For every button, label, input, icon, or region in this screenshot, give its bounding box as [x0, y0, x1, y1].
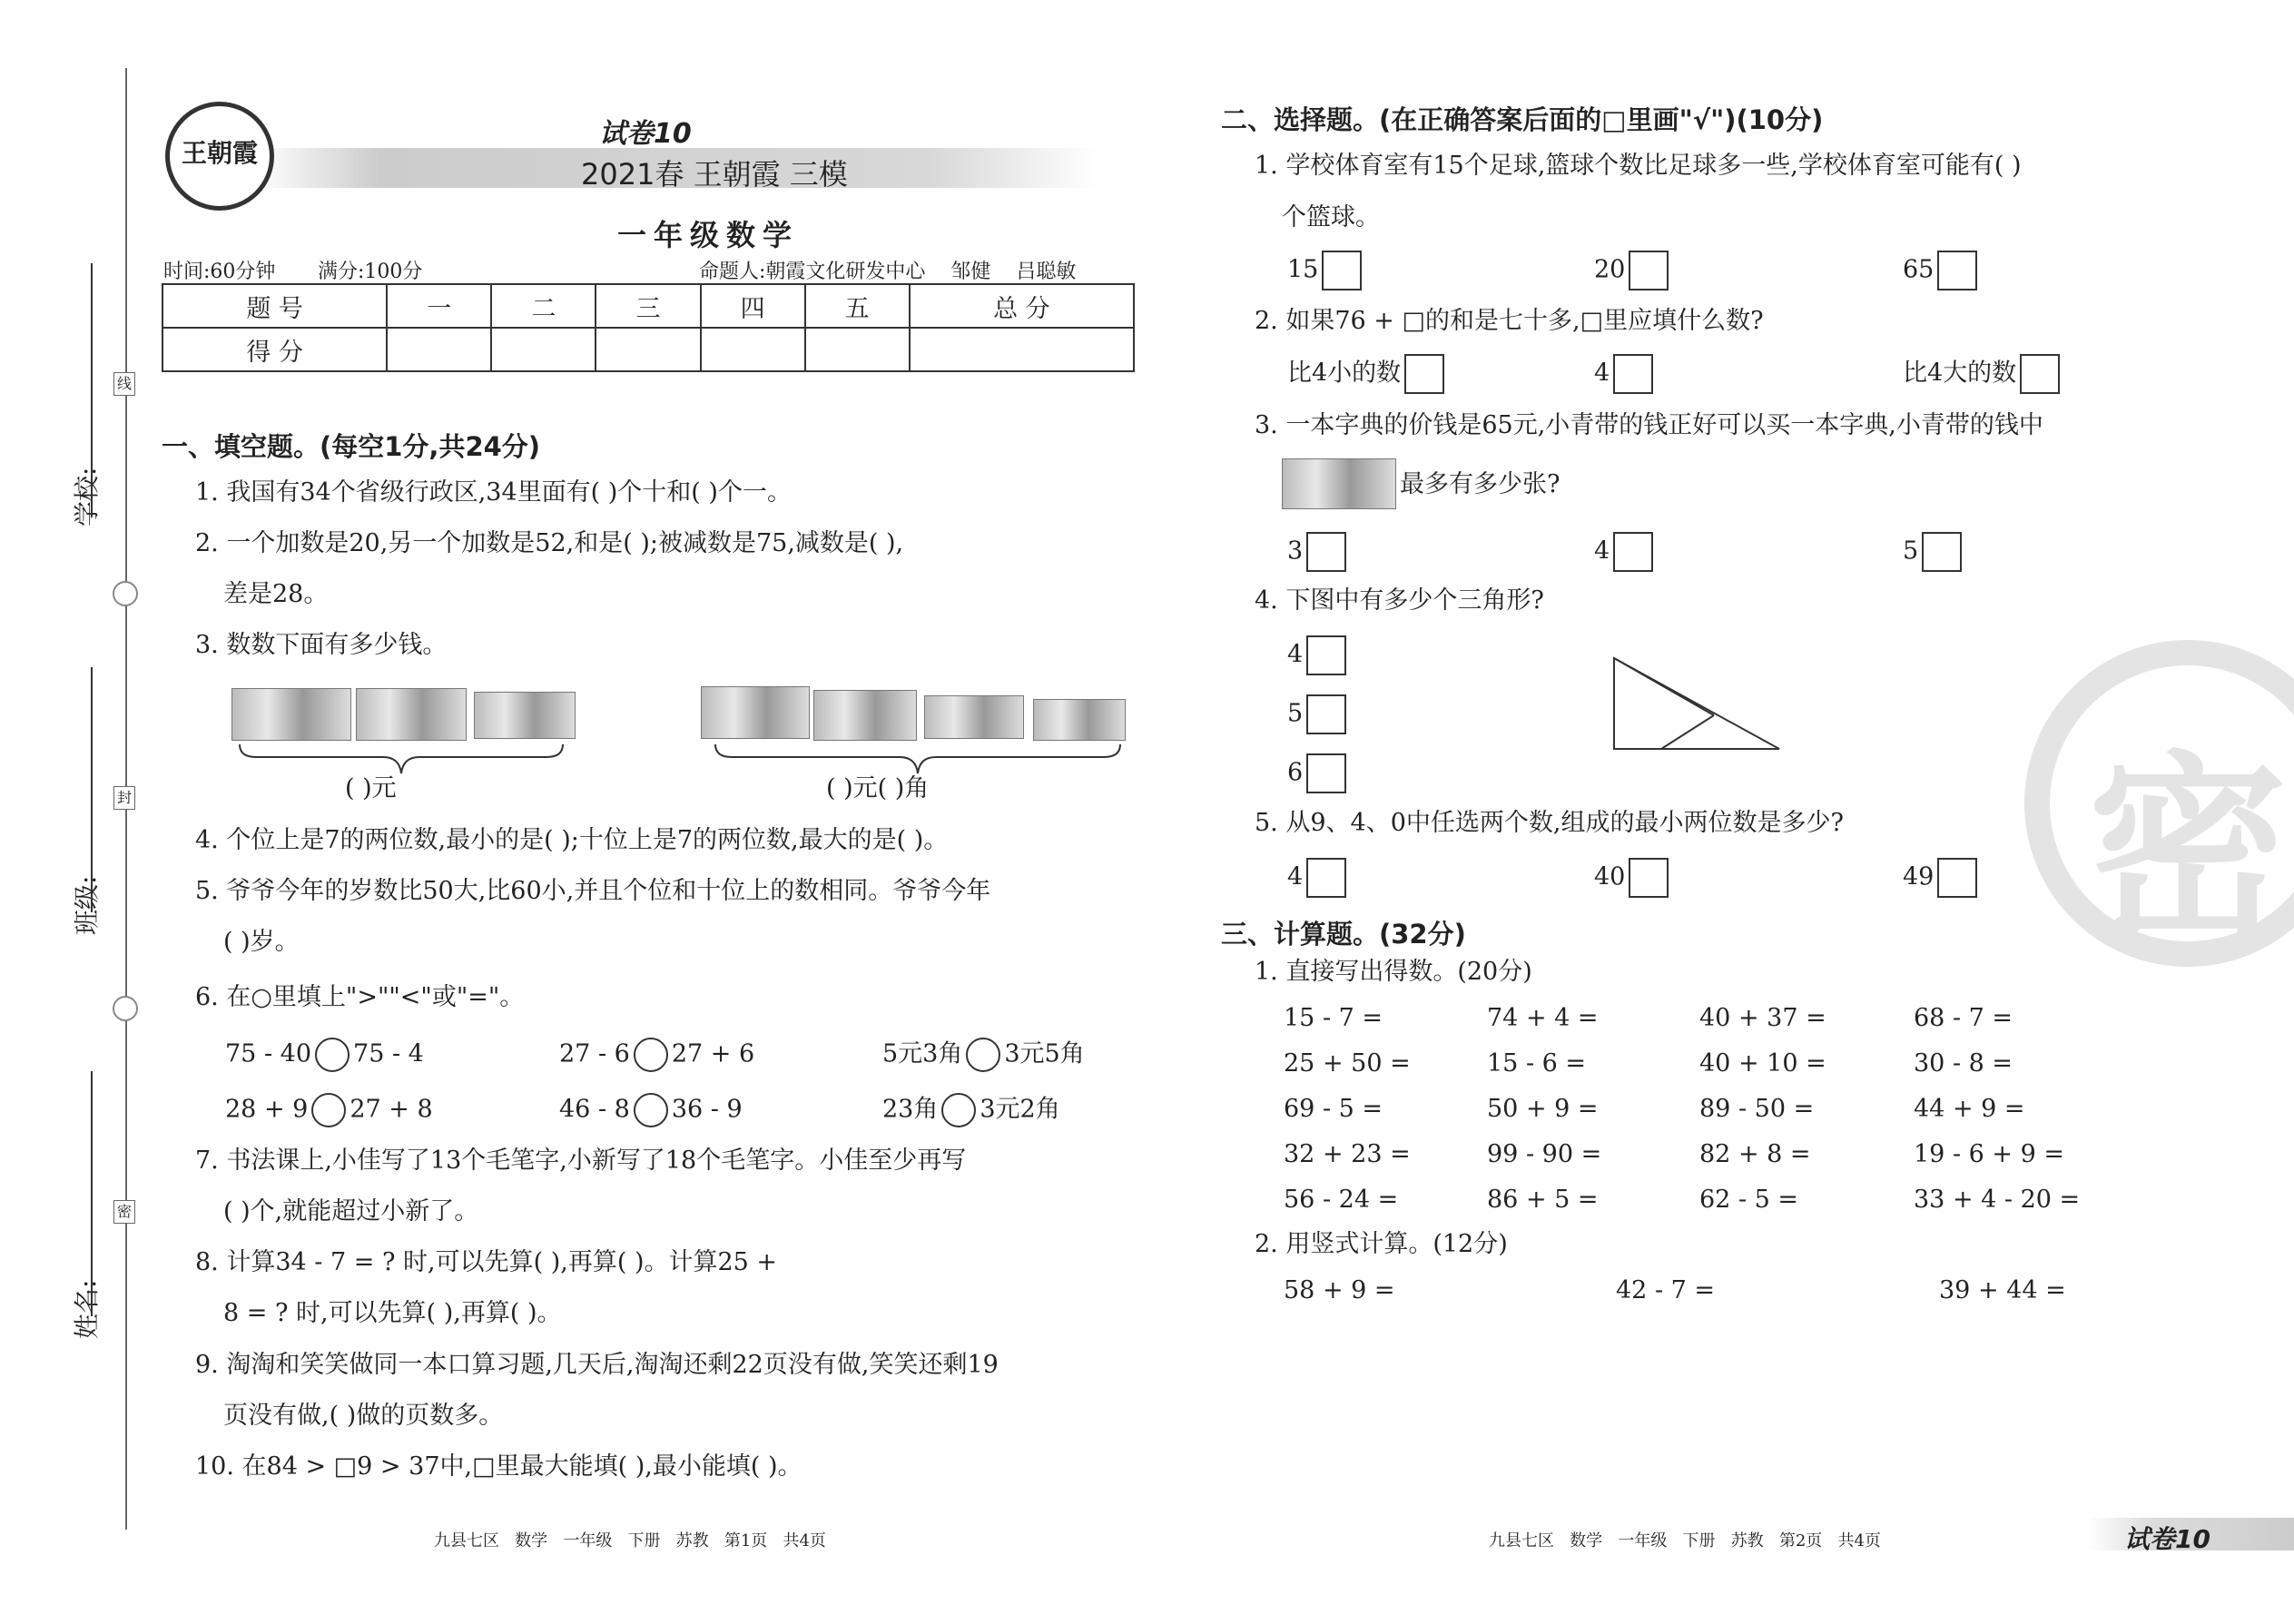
- section3-title: 三、计算题。(32分): [1221, 919, 1466, 950]
- calc-item: 32 + 23 =: [1284, 1140, 1411, 1168]
- compare-item: 23角 3元2角: [882, 1093, 1060, 1127]
- answer-box[interactable]: [1937, 251, 1977, 290]
- name-line: [91, 1071, 93, 1316]
- answer-box[interactable]: [1629, 858, 1669, 898]
- vertical-calc: 39 + 44 =: [1939, 1276, 2066, 1304]
- answer-box[interactable]: [1306, 532, 1346, 572]
- s2-q1a: 1. 学校体育室有15个足球,篮球个数比足球多一些,学校体育室可能有( ): [1255, 152, 2022, 180]
- binding-icon-2: [113, 996, 138, 1021]
- s1-q1: 1. 我国有34个省级行政区,34里面有( )个十和( )个一。: [195, 478, 792, 507]
- calc-item: 74 + 4 =: [1487, 1004, 1599, 1032]
- compare-circle[interactable]: [315, 1038, 350, 1072]
- option: 比4小的数: [1287, 354, 1444, 394]
- calc-item: 15 - 6 =: [1487, 1049, 1587, 1078]
- answer-box[interactable]: [1404, 354, 1444, 394]
- footer-badge: 试卷10: [2124, 1524, 2210, 1554]
- answer-box[interactable]: [1613, 354, 1653, 394]
- option: 4: [1287, 635, 1346, 675]
- binding-mark-line: 线: [113, 372, 135, 396]
- score-header-total: 总 分: [910, 284, 1134, 328]
- answer-box[interactable]: [1306, 635, 1346, 675]
- calc-item: 40 + 10 =: [1699, 1049, 1826, 1078]
- name-label: 姓名:: [72, 1279, 102, 1339]
- compare-item: 75 - 40 75 - 4: [225, 1038, 424, 1072]
- calc-item: 82 + 8 =: [1699, 1140, 1811, 1168]
- s1-q10: 10. 在84 > □9 > 37中,□里最大能填( ),最小能填( )。: [195, 1452, 802, 1481]
- score-cell[interactable]: [491, 328, 596, 371]
- class-line: [91, 667, 93, 912]
- calc-item: 56 - 24 =: [1284, 1186, 1399, 1214]
- option: 5: [1903, 532, 1962, 572]
- banknote-jiao: [924, 695, 1024, 739]
- page-title: 一年级数学: [617, 218, 800, 252]
- s1-q7a: 7. 书法课上,小佳写了13个毛笔字,小新写了18个毛笔字。小佳至少再写: [195, 1147, 967, 1175]
- vertical-calc: 42 - 7 =: [1616, 1276, 1716, 1304]
- banknote-20: [356, 688, 467, 741]
- banknote-1: [474, 692, 576, 739]
- s1-q5a: 5. 爷爷今年的岁数比50大,比60小,并且个位和十位上的数相同。爷爷今年: [195, 877, 991, 905]
- school-line: [91, 263, 93, 517]
- option: 4: [1594, 532, 1653, 572]
- compare-circle[interactable]: [634, 1093, 668, 1127]
- s1-q5b: ( )岁。: [223, 928, 300, 956]
- option: 3: [1287, 532, 1346, 572]
- s1-q8a: 8. 计算34 - 7 = ? 时,可以先算( ),再算( )。计算25 +: [195, 1248, 778, 1276]
- s3-sub2: 2. 用竖式计算。(12分): [1255, 1230, 1508, 1258]
- s2-q3b: 最多有多少张?: [1400, 470, 1561, 498]
- option: 49: [1903, 858, 1977, 898]
- banknote-20: [231, 688, 351, 741]
- answer-box[interactable]: [1922, 532, 1962, 572]
- calc-item: 69 - 5 =: [1284, 1095, 1383, 1123]
- subtitle: 2021春 王朝霞 三模: [581, 157, 848, 192]
- answer-box[interactable]: [1306, 694, 1346, 734]
- s2-q3a: 3. 一本字典的价钱是65元,小青带的钱正好可以买一本字典,小青带的钱中: [1255, 411, 2043, 439]
- option: 65: [1903, 251, 1977, 290]
- calc-item: 15 - 7 =: [1284, 1004, 1383, 1032]
- calc-item: 89 - 50 =: [1699, 1095, 1815, 1123]
- s1-q6: 6. 在○里填上">""<"或"="。: [195, 983, 525, 1011]
- calc-item: 62 - 5 =: [1699, 1186, 1799, 1214]
- s1-q9b: 页没有做,( )做的页数多。: [223, 1402, 504, 1430]
- authors: 命题人:朝霞文化研发中心 邹健 吕聪敏: [699, 261, 1077, 283]
- score-table: [162, 283, 1135, 372]
- calc-item: 50 + 9 =: [1487, 1095, 1599, 1123]
- s1-q9a: 9. 淘淘和笑笑做同一本口算习题,几天后,淘淘还剩22页没有做,笑笑还剩19: [195, 1351, 999, 1379]
- binding-mark-secret: 密: [113, 1200, 135, 1224]
- compare-item: 5元3角 3元5角: [882, 1038, 1085, 1072]
- answer-box[interactable]: [1937, 858, 1977, 898]
- brace-right: [714, 743, 1122, 779]
- option: 比4大的数: [1903, 354, 2060, 394]
- s1-q4: 4. 个位上是7的两位数,最小的是( );十位上是7的两位数,最大的是( )。: [195, 826, 949, 854]
- answer-box[interactable]: [1629, 251, 1669, 290]
- s2-q5: 5. 从9、4、0中任选两个数,组成的最小两位数是多少?: [1255, 809, 1844, 837]
- s2-q4: 4. 下图中有多少个三角形?: [1255, 586, 1544, 615]
- score-header-4: 四: [701, 284, 805, 328]
- calc-item: 86 + 5 =: [1487, 1186, 1599, 1214]
- section1-title: 一、填空题。(每空1分,共24分): [162, 431, 541, 462]
- calc-item: 30 - 8 =: [1914, 1049, 2013, 1078]
- s1-q8b: 8 = ? 时,可以先算( ),再算( )。: [223, 1299, 562, 1327]
- s2-q2: 2. 如果76 + □的和是七十多,□里应填什么数?: [1255, 307, 1764, 335]
- score-header-3: 三: [596, 284, 700, 328]
- option: 5: [1287, 694, 1346, 734]
- option: 40: [1594, 858, 1669, 898]
- banknote-10: [701, 686, 810, 739]
- compare-item: 27 - 6 27 + 6: [559, 1038, 754, 1072]
- score-cell[interactable]: [596, 328, 700, 371]
- s2-q1b: 个篮球。: [1282, 203, 1380, 231]
- secret-watermark-text: 密: [2088, 734, 2289, 967]
- s1-q7b: ( )个,就能超过小新了。: [223, 1197, 479, 1225]
- compare-circle[interactable]: [311, 1093, 346, 1127]
- calc-item: 19 - 6 + 9 =: [1914, 1140, 2064, 1168]
- option: 4: [1287, 858, 1346, 898]
- score-cell[interactable]: [805, 328, 910, 371]
- footer-left: 九县七区 数学 一年级 下册 苏教 第1页 共4页: [434, 1531, 826, 1550]
- score-row-label: 得 分: [162, 328, 387, 371]
- answer-box[interactable]: [2020, 354, 2060, 394]
- score-info: 满分:100分: [318, 261, 423, 283]
- banknote-20: [1282, 458, 1396, 509]
- brace-left: [238, 743, 565, 779]
- answer-box[interactable]: [1306, 858, 1346, 898]
- s1-q3-left-answer: ( )元: [345, 774, 397, 802]
- option: 6: [1287, 753, 1346, 793]
- s1-q2b: 差是28。: [223, 580, 329, 608]
- answer-box[interactable]: [1322, 251, 1362, 290]
- score-cell[interactable]: [910, 328, 1134, 371]
- logo: 王朝霞: [165, 102, 274, 211]
- score-header-1: 一: [387, 284, 491, 328]
- option: 4: [1594, 354, 1653, 394]
- class-label: 班级:: [72, 875, 102, 935]
- calc-item: 25 + 50 =: [1284, 1049, 1411, 1078]
- calc-item: 40 + 37 =: [1699, 1004, 1826, 1032]
- vertical-calc: 58 + 9 =: [1284, 1276, 1395, 1304]
- footer-right: 九县七区 数学 一年级 下册 苏教 第2页 共4页: [1489, 1531, 1881, 1550]
- calc-item: 33 + 4 - 20 =: [1914, 1186, 2081, 1214]
- compare-item: 28 + 9 27 + 8: [225, 1093, 433, 1127]
- school-label: 学校:: [72, 467, 102, 527]
- score-header-label: 题 号: [162, 284, 387, 328]
- calc-item: 44 + 9 =: [1914, 1095, 2025, 1123]
- s3-sub1: 1. 直接写出得数。(20分): [1255, 958, 1532, 986]
- banknote-5: [813, 690, 917, 741]
- banknote-jiao: [1033, 699, 1126, 741]
- s1-q3-right-answer: ( )元( )角: [826, 774, 930, 802]
- option: 20: [1594, 251, 1669, 290]
- calc-item: 68 - 7 =: [1914, 1004, 2013, 1032]
- answer-box[interactable]: [1613, 532, 1653, 572]
- compare-item: 46 - 8 36 - 9: [559, 1093, 743, 1127]
- exam-badge: 试卷10: [599, 118, 692, 150]
- score-header-5: 五: [805, 284, 910, 328]
- score-cell[interactable]: [701, 328, 805, 371]
- s1-q3: 3. 数数下面有多少钱。: [195, 631, 448, 659]
- s1-q2a: 2. 一个加数是20,另一个加数是52,和是( );被减数是75,减数是( ),: [195, 529, 904, 557]
- option: 15: [1287, 251, 1362, 290]
- compare-circle[interactable]: [634, 1038, 668, 1072]
- section2-title: 二、选择题。(在正确答案后面的□里画"√")(10分): [1221, 104, 1824, 135]
- time-info: 时间:60分钟: [163, 261, 276, 283]
- compare-circle[interactable]: [941, 1093, 976, 1127]
- score-header-2: 二: [491, 284, 596, 328]
- triangle-figure: [1607, 654, 1788, 753]
- score-cell[interactable]: [387, 328, 491, 371]
- calc-item: 99 - 90 =: [1487, 1140, 1602, 1168]
- answer-box[interactable]: [1306, 753, 1346, 793]
- compare-circle[interactable]: [966, 1038, 1000, 1072]
- binding-mark-seal: 封: [113, 786, 135, 810]
- binding-icon-1: [113, 581, 138, 606]
